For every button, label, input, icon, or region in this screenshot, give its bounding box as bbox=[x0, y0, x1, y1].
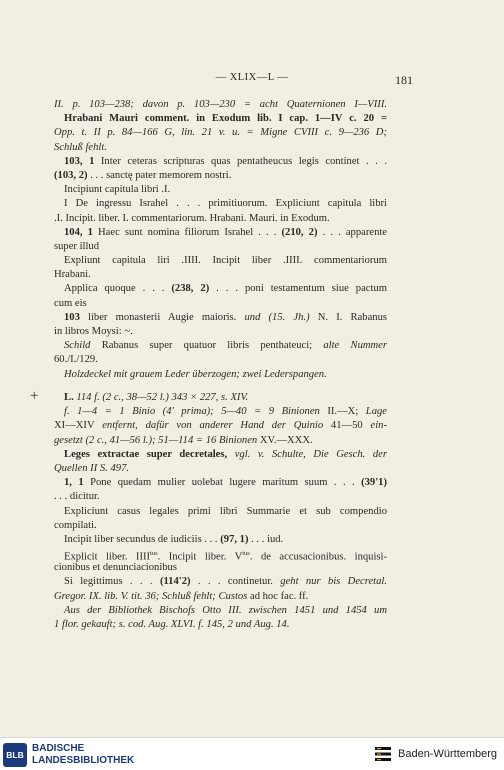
text-line bbox=[54, 604, 387, 618]
text-span: 41—50 bbox=[323, 420, 371, 432]
text-line bbox=[54, 282, 387, 296]
text-span: ad hoc fac. ff. bbox=[247, 590, 309, 602]
text-line bbox=[54, 353, 387, 367]
text-span: . . . iud. bbox=[248, 533, 284, 545]
text-span: Quellen II S. 497. bbox=[54, 462, 130, 474]
text-span: Explicit liber. IIII bbox=[64, 551, 151, 563]
text-span: Schild bbox=[64, 340, 91, 352]
text-span: geht nur bis Decretal. bbox=[280, 576, 387, 588]
text-line bbox=[54, 169, 387, 183]
text-span: . Incipit liber. V bbox=[157, 551, 243, 563]
text-span: . . . dicitur. bbox=[54, 491, 100, 503]
text-span: . . . continetur. bbox=[190, 576, 281, 588]
text-span: . . . poni testamentum siue pactum bbox=[209, 283, 387, 295]
text-span: I De ingressu Israhel . . . primitiuorum. Expliciunt capitula libri bbox=[64, 198, 387, 210]
text-span: Leges extractae super decretales, bbox=[64, 448, 228, 460]
text-line bbox=[54, 590, 387, 604]
text-line bbox=[54, 618, 387, 632]
library-name[interactable] bbox=[32, 743, 134, 767]
viewer-footer bbox=[0, 737, 504, 770]
text-span: und (15. Jh.) bbox=[244, 311, 310, 323]
text-span: ein- bbox=[370, 420, 387, 432]
library-name-line2: LANDESBIBLIOTHEK bbox=[32, 755, 135, 766]
text-span: (103, 2) bbox=[54, 169, 88, 181]
text-line bbox=[54, 533, 387, 547]
text-span: f. 1—4 = 1 Binio (4' prima); 5—40 = 9 Binionen bbox=[64, 406, 320, 418]
text-line bbox=[54, 547, 387, 561]
text-line bbox=[54, 212, 387, 226]
text-span: II.—X; bbox=[319, 406, 366, 418]
text-span: (114'2) bbox=[159, 576, 191, 588]
text-line bbox=[54, 434, 387, 448]
text-line bbox=[54, 575, 387, 589]
margin-plus-mark: + bbox=[30, 388, 39, 404]
text-span: in libros Moysi: ~. bbox=[54, 326, 133, 337]
text-span: Si legittimus . . . bbox=[64, 576, 160, 588]
text-line bbox=[54, 254, 387, 268]
text-line bbox=[54, 297, 387, 311]
running-head: — XLIX—L — bbox=[215, 72, 289, 83]
text-span: Incipit liber secundus de iudiciis . . . bbox=[64, 533, 221, 545]
text-span: super illud bbox=[54, 240, 100, 252]
text-span: 1 flor. gekauft; s. cod. Aug. XLVI. f. 145, 2 und Aug. 14. bbox=[54, 619, 290, 630]
text-line bbox=[54, 141, 387, 155]
text-line bbox=[54, 311, 387, 325]
text-span: vgl. v. Schulte, Die Gesch. der bbox=[227, 448, 387, 460]
text-span: Hrabani. bbox=[54, 269, 91, 281]
text-span: Hrabani Mauri comment. in Exodum lib. I cap. 1—IV c. 20 = bbox=[64, 113, 387, 125]
text-line bbox=[54, 98, 387, 112]
text-line bbox=[54, 519, 387, 533]
text-span: Applica quoque . . . bbox=[64, 283, 172, 295]
text-line bbox=[54, 561, 387, 575]
page-number: 181 bbox=[395, 73, 413, 87]
text-span: Incipiunt capitula libri .I. bbox=[64, 184, 171, 196]
text-span: alte Nummer bbox=[323, 340, 387, 352]
text-span: . . . apparente bbox=[317, 226, 388, 238]
text-span: XV.—XXX. bbox=[257, 434, 313, 446]
text-line bbox=[54, 183, 387, 197]
text-line bbox=[54, 368, 387, 382]
text-line bbox=[54, 155, 387, 169]
text-line bbox=[54, 126, 387, 140]
text-span: Expliunt capitula liri .IIII. Incipit liber .IIII. commentariorum bbox=[64, 255, 387, 267]
text-line bbox=[54, 112, 387, 126]
text-span: 60./I./129. bbox=[54, 354, 98, 366]
text-line bbox=[54, 391, 387, 405]
entry-l bbox=[54, 391, 387, 632]
text-span: . . . sanctę pater memorem nostri. bbox=[87, 169, 232, 181]
text-span: 103 bbox=[64, 311, 80, 323]
text-line bbox=[54, 419, 387, 433]
text-line bbox=[54, 405, 387, 419]
text-line bbox=[54, 462, 387, 476]
text-line bbox=[54, 197, 387, 211]
text-span: (238, 2) bbox=[171, 283, 210, 295]
text-line bbox=[54, 476, 387, 490]
text-span: 1, 1 bbox=[64, 477, 84, 489]
text-span: (210, 2) bbox=[281, 226, 318, 238]
text-line bbox=[54, 490, 387, 504]
text-line bbox=[54, 448, 387, 462]
text-span: (97, 1) bbox=[220, 533, 249, 545]
text-span: Pone quedam mulier uolebat lugere maritum suum . . . bbox=[83, 477, 362, 489]
text-span: 103, 1 bbox=[64, 155, 95, 167]
text-line bbox=[54, 325, 387, 339]
text-span: Opp. t. II p. 84—166 G, lin. 21 v. u. = Migne CVIII c. 9—236 D; bbox=[54, 127, 387, 139]
text-line bbox=[54, 505, 387, 519]
baden-wuerttemberg-crest-icon[interactable] bbox=[373, 744, 393, 764]
text-span: gesetzt (2 c., 41—56 l.); 51—114 = 16 Binionen bbox=[54, 434, 258, 446]
entry-xlix-continuation bbox=[54, 98, 387, 382]
text-span: .I. Incipit. liber. I. commentariorum. Hrabani. Mauri. in Exodum. bbox=[54, 212, 330, 224]
text-line bbox=[54, 226, 387, 240]
text-span: (39'1) bbox=[361, 477, 387, 489]
text-span: XI—XIV bbox=[54, 420, 103, 432]
text-line bbox=[54, 268, 387, 282]
text-span: liber monasterii Augie maioris. bbox=[79, 311, 245, 323]
blb-logo-icon[interactable]: BLB bbox=[3, 743, 27, 767]
text-span: compilati. bbox=[54, 519, 97, 531]
text-span: N. I. Rabanus bbox=[309, 311, 387, 323]
text-span: 104, 1 bbox=[64, 226, 93, 238]
text-span: . de accusacionibus. inquisi- bbox=[249, 551, 387, 563]
text-span: cionibus et denunciacionibus bbox=[54, 562, 177, 574]
text-span: Lage bbox=[365, 406, 387, 418]
text-span: Haec sunt nomina filiorum Israhel . . . bbox=[92, 226, 282, 238]
text-span: Gregor. IX. lib. V. tit. 36; Schluß fehlt; Custos bbox=[54, 590, 248, 602]
text-span: Aus der Bibliothek Bischofs Otto III. zwischen 1451 und 1454 um bbox=[64, 604, 387, 616]
text-span: L. bbox=[64, 392, 74, 403]
text-span: Inter ceteras scripturas quas pentatheucus legis continet . . . bbox=[94, 155, 388, 167]
library-name-line1: BADISCHE bbox=[32, 743, 85, 754]
text-line bbox=[54, 240, 387, 254]
text-span: Holzdeckel mit grauem Leder überzogen; zwei Lederspangen. bbox=[64, 368, 327, 380]
text-span: cum eis bbox=[54, 297, 87, 309]
state-name[interactable]: Baden-Württemberg bbox=[398, 748, 498, 760]
text-span: Schluß fehlt. bbox=[54, 141, 107, 153]
text-span: entfernt, dafür von anderer Hand der Quinio bbox=[102, 420, 324, 432]
text-line bbox=[54, 339, 387, 353]
text-span: tus bbox=[150, 550, 158, 558]
text-span: II. p. 103—238; davon p. 103—230 = acht Quaternionen I—VIII. bbox=[54, 99, 387, 110]
text-span: 114 f. (2 c., 38—52 l.) 343 × 227, s. XIV. bbox=[73, 392, 249, 403]
page-header bbox=[0, 72, 504, 92]
text-span: Rabanus super quatuor libris penthateuci; bbox=[90, 340, 324, 352]
text-span: Expliciunt casus legales primi libri Summarie et sub compendio bbox=[64, 505, 387, 517]
text-span: tus bbox=[242, 550, 250, 558]
